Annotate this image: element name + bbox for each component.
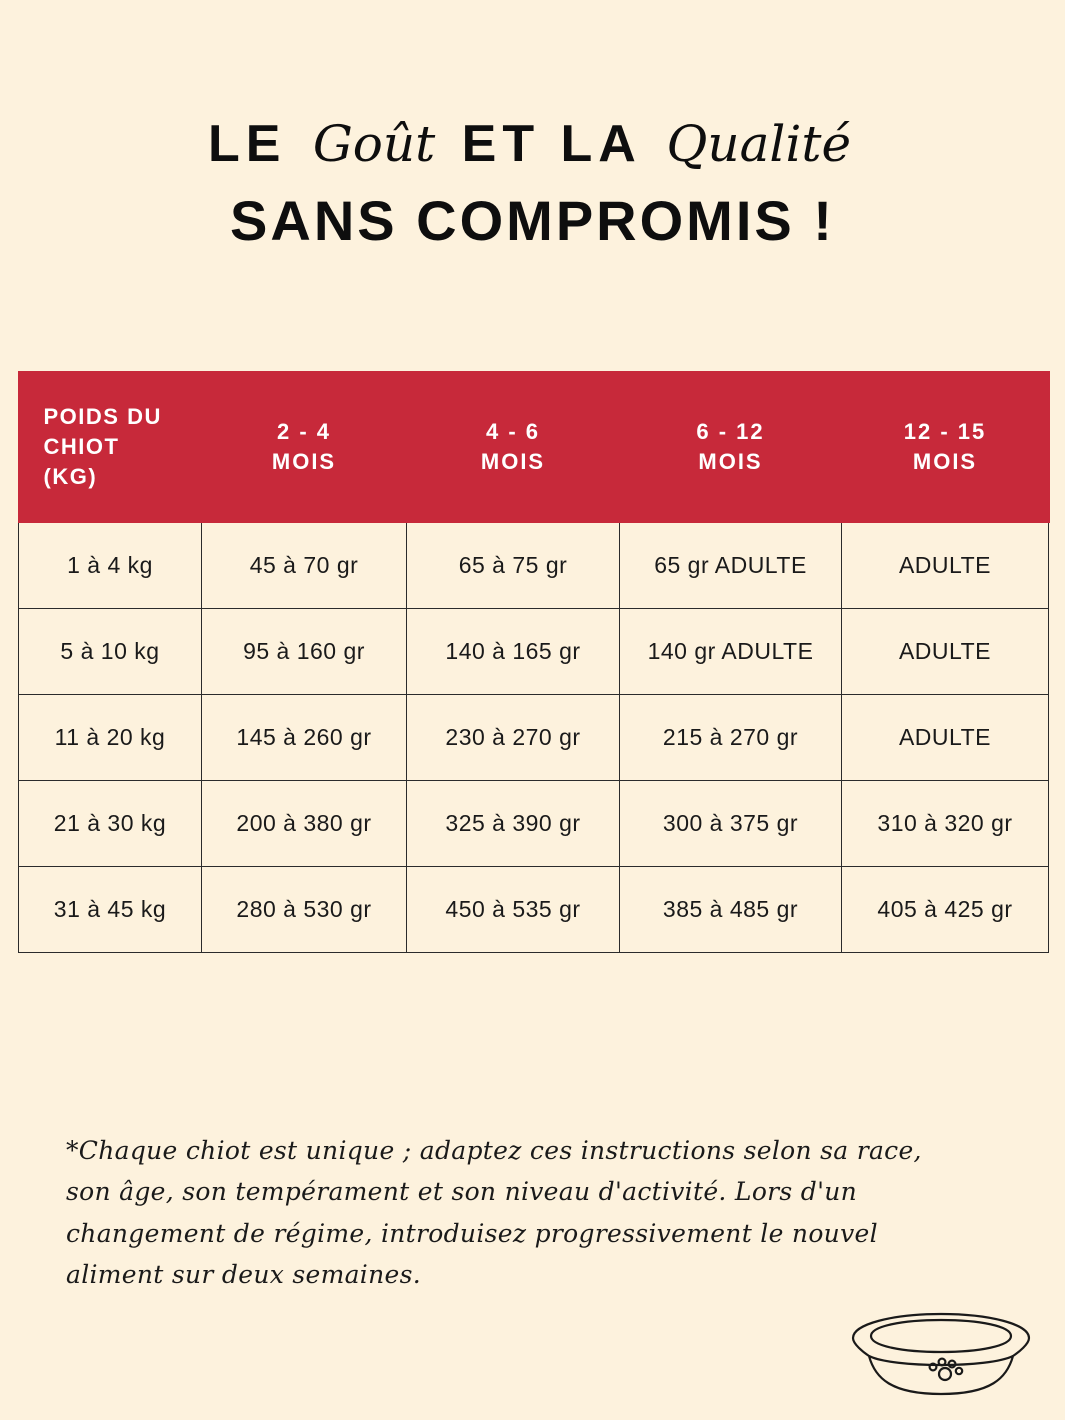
cell-6-12: 385 à 485 gr [620, 866, 842, 952]
cell-2-4: 145 à 260 gr [202, 694, 407, 780]
feeding-table [18, 371, 1050, 953]
cell-12-15: 310 à 320 gr [842, 780, 1049, 866]
table-header [19, 372, 1049, 522]
cell-2-4: 95 à 160 gr [202, 608, 407, 694]
cell-2-4: 200 à 380 gr [202, 780, 407, 866]
column-header-6-12-unit: MOIS [698, 448, 763, 474]
column-header-weight-line2: CHIOT [43, 433, 120, 459]
title-word-le: LE [207, 115, 287, 173]
cell-4-6: 450 à 535 gr [407, 866, 620, 952]
cell-12-15: ADULTE [842, 694, 1049, 780]
column-header-6-12-months [620, 372, 842, 522]
column-header-12-15-range: 12 - 15 [903, 419, 987, 445]
column-header-4-6-months [407, 372, 620, 522]
cell-4-6: 140 à 165 gr [407, 608, 620, 694]
cell-2-4: 45 à 70 gr [202, 522, 407, 609]
column-header-4-6-unit: MOIS [480, 448, 546, 474]
title-line-2: SANS COMPROMIS ! [230, 189, 835, 252]
column-header-6-12-range: 6 - 12 [696, 419, 765, 445]
cell-4-6: 65 à 75 gr [407, 522, 620, 609]
cell-6-12: 140 gr ADULTE [620, 608, 842, 694]
cell-weight: 21 à 30 kg [19, 780, 202, 866]
table-row [19, 522, 1049, 609]
cell-weight: 11 à 20 kg [19, 694, 202, 780]
column-header-2-4-months [202, 372, 407, 522]
cell-12-15: ADULTE [842, 522, 1049, 609]
table-row [19, 694, 1049, 780]
cell-weight: 1 à 4 kg [19, 522, 202, 609]
feeding-table-container [18, 371, 1048, 953]
dog-bowl-icon [841, 1282, 1041, 1402]
cell-2-4: 280 à 530 gr [202, 866, 407, 952]
table-row [19, 866, 1049, 952]
cell-weight: 31 à 45 kg [19, 866, 202, 952]
table-header-row [19, 372, 1049, 522]
cell-12-15: 405 à 425 gr [842, 866, 1049, 952]
page-title [0, 0, 1065, 251]
cell-6-12: 300 à 375 gr [620, 780, 842, 866]
column-header-4-6-range: 4 - 6 [485, 419, 541, 445]
column-header-weight-line3: (KG) [43, 463, 98, 489]
column-header-weight [19, 372, 202, 522]
cell-4-6: 230 à 270 gr [407, 694, 620, 780]
column-header-2-4-range: 2 - 4 [276, 419, 332, 445]
cell-6-12: 215 à 270 gr [620, 694, 842, 780]
table-row [19, 780, 1049, 866]
cell-4-6: 325 à 390 gr [407, 780, 620, 866]
column-header-weight-line1: POIDS DU [43, 404, 162, 430]
cell-12-15: ADULTE [842, 608, 1049, 694]
table-row [19, 608, 1049, 694]
footnote-text: *Chaque chiot est unique ; adaptez ces instructions selon sa race, son âge, son tempérament et son niveau d'activité. Lors d'un changement de régime, introduisez progressivement le nouvel aliment sur deux semaines. [66, 1136, 922, 1289]
column-header-2-4-unit: MOIS [271, 448, 337, 474]
column-header-12-15-months [842, 372, 1049, 522]
title-word-etla: ET LA [461, 115, 640, 173]
title-line-1 [0, 115, 1065, 173]
cell-6-12: 65 gr ADULTE [620, 522, 842, 609]
title-script-qualite: Qualité [666, 115, 852, 173]
cell-weight: 5 à 10 kg [19, 608, 202, 694]
title-script-gout: Goût [312, 115, 436, 173]
table-body [19, 522, 1049, 953]
column-header-12-15-unit: MOIS [912, 448, 978, 474]
